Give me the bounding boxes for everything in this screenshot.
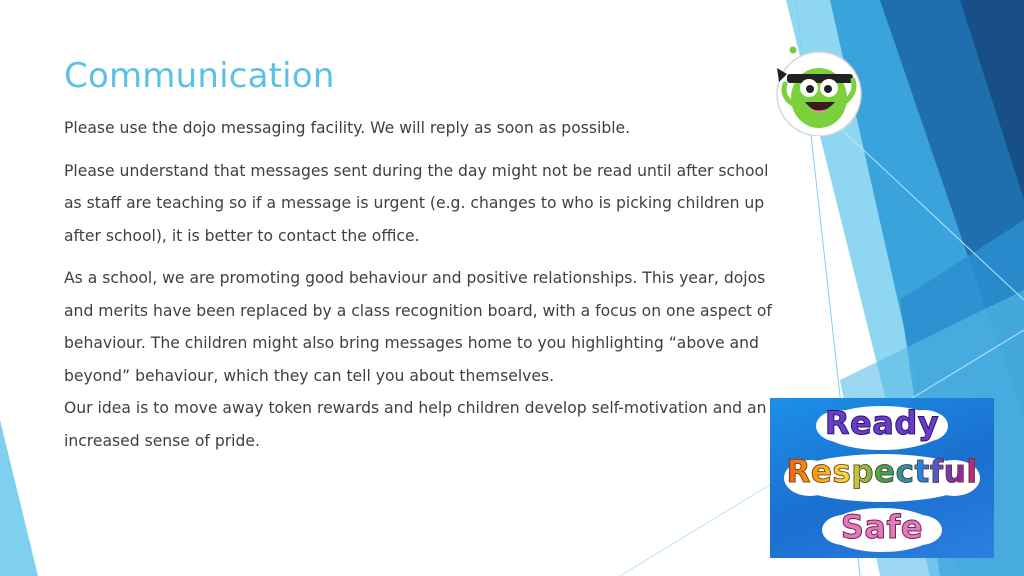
banner-word-ready: Ready: [824, 404, 940, 442]
values-banner: [770, 398, 994, 558]
paragraph-behaviour: As a school, we are promoting good behaviour and positive relationships. This year, dojos and merits have been replaced by a class recognition board, with a focus on one aspect of behaviour. The children might also bring messages home to you highlighting “above and beyond” behaviour, which they can tell you about themselves.: [64, 269, 772, 385]
left-edge-shape: [0, 420, 38, 576]
page-title: Communication: [64, 56, 335, 96]
banner-word-respectful: Respectful: [770, 454, 994, 490]
dojo-monster-icon: [773, 44, 863, 136]
banner-word-safe: Safe: [840, 508, 924, 546]
body-text: [64, 112, 784, 457]
paragraph-messages: Please understand that messages sent during the day might not be read until after school as staff are teaching so if a message is urgent (e.g. changes to who is picking children up after school), it is better to contact the office.: [64, 161, 769, 245]
paragraph-dojo: Please use the dojo messaging facility. We will reply as soon as possible.: [64, 119, 631, 137]
paragraph-rewards: Our idea is to move away token rewards and help children develop self-motivation and an increased sense of pride.: [64, 399, 767, 450]
